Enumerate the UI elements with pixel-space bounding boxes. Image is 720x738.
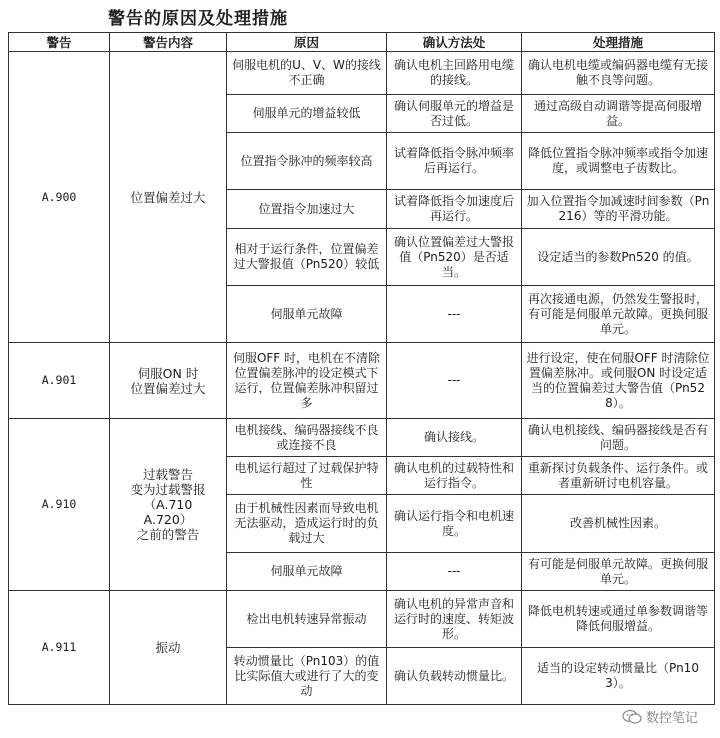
header-cause: 原因	[227, 33, 387, 52]
action-cell: 适当的设定转动惯量比（Pn103）。	[522, 648, 715, 705]
action-cell: 降低电机转速或通过单参数调谐等降低伺服增益。	[522, 591, 715, 648]
check-cell: 确认接线。	[387, 419, 522, 457]
alarm-code: A.901	[9, 343, 110, 419]
table-row	[9, 52, 715, 95]
table-row	[9, 343, 715, 419]
action-cell: 确认电机接线、编码器接线是否有问题。	[522, 419, 715, 457]
header-alarm: 警告	[9, 33, 110, 52]
alarm-code: A.910	[9, 419, 110, 591]
cause-cell: 转动惯量比（Pn103）的值比实际值大或进行了大的变动	[227, 648, 387, 705]
check-cell: 确认伺服单元的增益是否过低。	[387, 95, 522, 133]
cause-cell: 电机运行超过了过载保护特性	[227, 457, 387, 495]
action-cell: 改善机械性因素。	[522, 495, 715, 553]
header-countermeasure: 处理措施	[522, 33, 715, 52]
cause-cell: 伺服单元故障	[227, 553, 387, 591]
cause-cell: 伺服OFF 时，电机在不清除位置偏差脉冲的设定模式下运行，位置偏差脉冲积留过多	[227, 343, 387, 419]
check-cell: 确认运行指令和电机速度。	[387, 495, 522, 553]
check-cell: 确认负载转动惯量比。	[387, 648, 522, 705]
cause-cell: 电机接线、编码器接线不良或连接不良	[227, 419, 387, 457]
check-cell: 试着降低指令脉冲频率后再运行。	[387, 133, 522, 190]
alarm-content-sub: 之前的警告	[136, 527, 200, 542]
action-cell: 重新探讨负载条件、运行条件。或者重新研讨电机容量。	[522, 457, 715, 495]
check-cell: ---	[387, 343, 522, 419]
alarm-content	[110, 419, 227, 591]
check-cell: ---	[387, 553, 522, 591]
header-confirm-method: 确认方法处	[387, 33, 522, 52]
table-header-row	[9, 33, 715, 52]
cause-cell: 位置指令加速过大	[227, 190, 387, 229]
alarm-content-line: 位置偏差过大	[130, 380, 206, 396]
watermark	[622, 707, 698, 726]
cause-cell: 伺服单元故障	[227, 286, 387, 343]
alarm-content: 位置偏差过大	[110, 52, 227, 343]
alarm-content: 振动	[110, 591, 227, 705]
table-row	[9, 591, 715, 648]
check-cell: ---	[387, 286, 522, 343]
document-title: 警告的原因及处理措施	[108, 9, 288, 29]
table-row	[9, 419, 715, 457]
action-cell: 降低位置指令脉冲频率或指令加速度，或调整电子齿数比。	[522, 133, 715, 190]
action-cell: 进行设定，使在伺服OFF 时清除位置偏差脉冲。或伺服ON 时设定适当的位置偏差过大警告值（Pn528）。	[522, 343, 715, 419]
check-cell: 确认电机的异常声音和运行时的速度、转矩波形。	[387, 591, 522, 648]
cause-cell: 伺服电机的U、V、W的接线不正确	[227, 52, 387, 95]
cause-cell: 相对于运行条件，位置偏差过大警报值（Pn520）较低	[227, 229, 387, 286]
action-cell: 通过高级自动调谐等提高伺服增益。	[522, 95, 715, 133]
cause-cell: 由于机械性因素而导致电机无法驱动，造成运行时的负载过大	[227, 495, 387, 553]
action-cell: 设定适当的参数Pn520 的值。	[522, 229, 715, 286]
cause-cell: 检出电机转速异常振动	[227, 591, 387, 648]
action-cell: 加入位置指令加减速时间参数（Pn216）等的平滑功能。	[522, 190, 715, 229]
cause-cell: 位置指令脉冲的频率较高	[227, 133, 387, 190]
alarm-code: A.900	[9, 52, 110, 343]
alarm-content-sub: A.720）	[143, 512, 193, 527]
alarm-table	[8, 32, 715, 705]
alarm-content-line: 过载警告	[142, 467, 193, 482]
header-alarm-content: 警告内容	[110, 33, 227, 52]
action-cell: 再次接通电源，仍然发生警报时，有可能是伺服单元故障。更换伺服单元。	[522, 286, 715, 343]
check-cell: 确认电机的过载特性和运行指令。	[387, 457, 522, 495]
action-cell: 确认电机电缆或编码器电缆有无接触不良等问题。	[522, 52, 715, 95]
wechat-icon	[622, 710, 642, 724]
action-cell: 有可能是伺服单元故障。更换伺服单元。	[522, 553, 715, 591]
alarm-content-sub: 变为过载警报	[130, 482, 206, 497]
alarm-content-sub: （A.710	[143, 497, 193, 512]
alarm-content	[110, 343, 227, 419]
check-cell: 确认电机主回路用电缆的接线。	[387, 52, 522, 95]
check-cell: 试着降低指令加速度后再运行。	[387, 190, 522, 229]
cause-cell: 伺服单元的增益较低	[227, 95, 387, 133]
alarm-code: A.911	[9, 591, 110, 705]
check-cell: 确认位置偏差过大警报值（Pn520）是否适当。	[387, 229, 522, 286]
alarm-content-line: 伺服ON 时	[137, 365, 199, 381]
watermark-text: 数控笔记	[645, 711, 698, 726]
